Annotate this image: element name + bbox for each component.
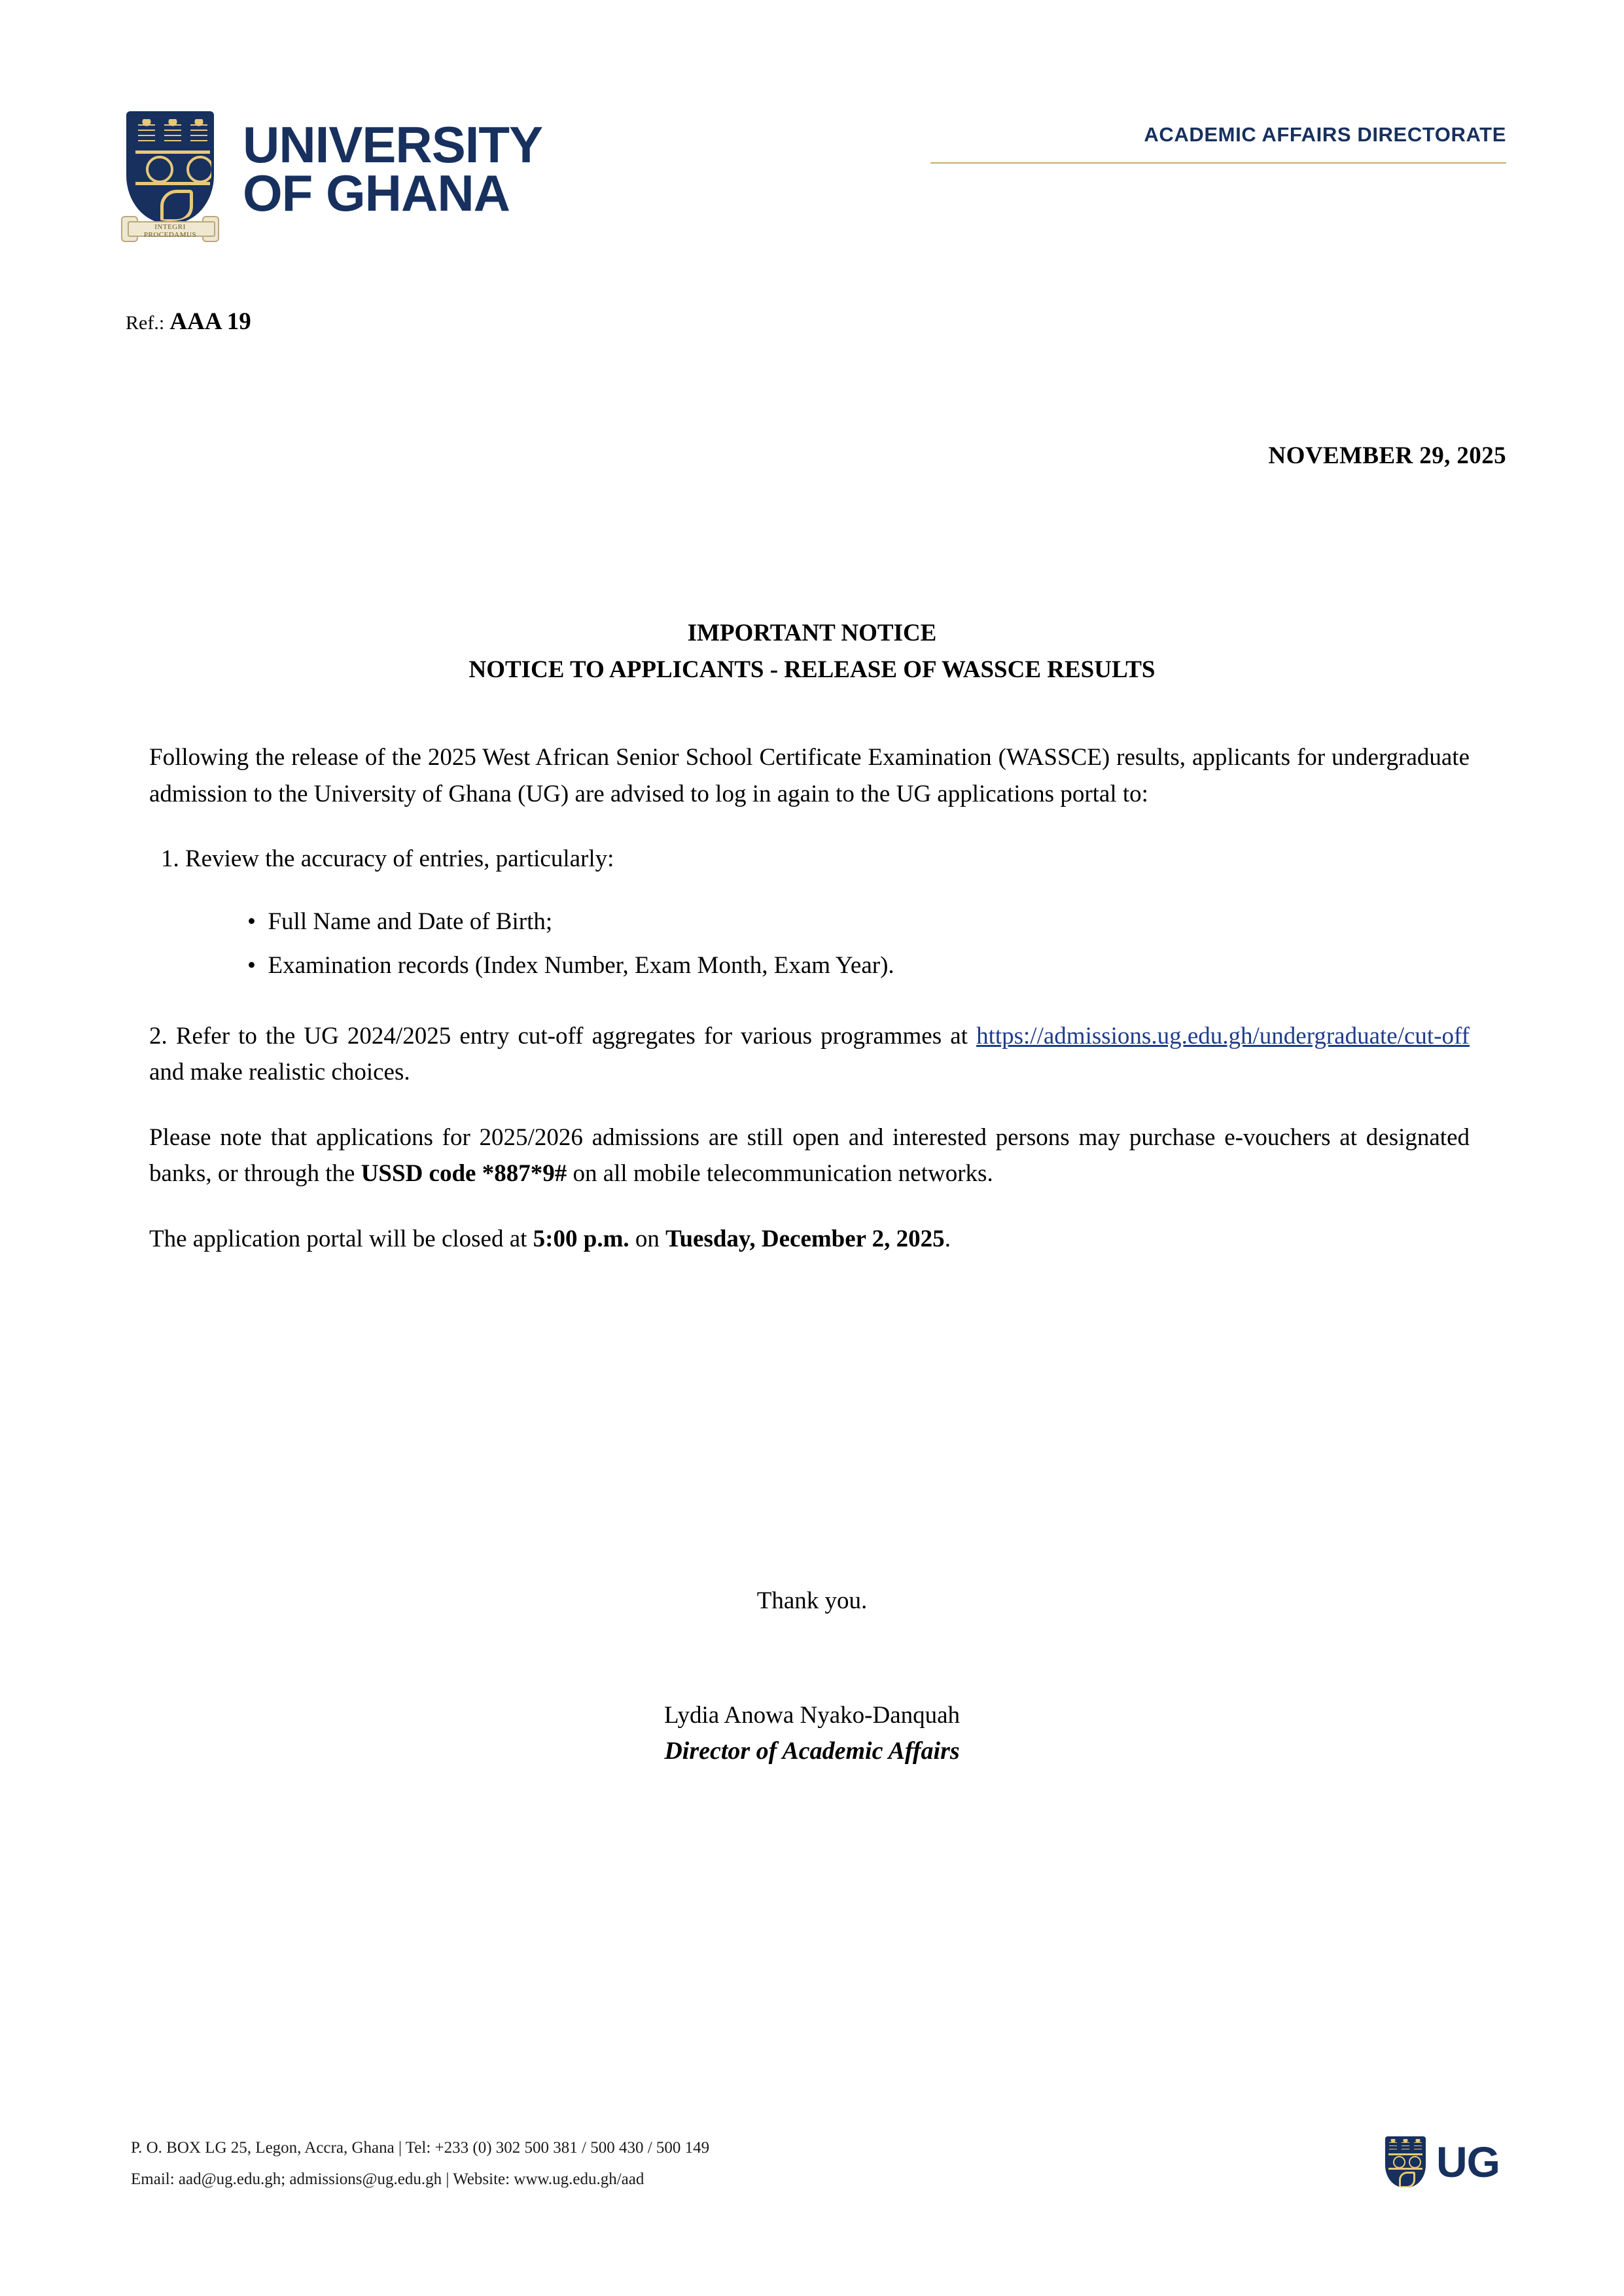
wheat-sheaf-icon [164,119,181,147]
page-title: IMPORTANT NOTICE [687,620,937,646]
gye-nyame-icon [1399,2172,1415,2187]
signature-block [0,1698,1624,1769]
closing-text-3: . [944,1225,951,1252]
wheat-sheaf-icon [1414,2139,1422,2151]
crest-divider [135,150,210,154]
wheat-sheaf-icon [190,119,207,147]
crest-motto-scroll [121,215,219,241]
reference-value: AAA 19 [169,308,251,335]
cutoff-aggregates-link[interactable]: https://admissions.ug.edu.gh/undergraduate/cut-off [976,1022,1470,1050]
adinkra-symbol-icon [1393,2156,1405,2168]
footer-logo-text: UG [1436,2138,1500,2186]
closing-paragraph [149,1221,1470,1258]
document-title-block [0,615,1624,688]
note-text-2: on all mobile telecommunication networks. [567,1160,993,1187]
department-title: ACADEMIC AFFAIRS DIRECTORATE [1144,123,1506,146]
crest-shield [126,111,214,224]
note-text-1: Please note that applications for 2025/2026 admissions are still open and interested persons may purchase e-vouchers at designated banks, or through the [149,1123,1470,1187]
bullet-list [149,904,1470,984]
item2-text-before: 2. Refer to the UG 2024/2025 entry cut-off aggregates for various programmes at [149,1022,977,1050]
document-body [149,739,1470,1286]
footer-logo [1385,2136,1500,2187]
closing-text-2: on [629,1225,666,1252]
university-wordmark [243,116,543,222]
crest-divider [1388,2153,1422,2155]
crest-motto-text: INTEGRI PROCEDAMUS [143,223,197,239]
intro-paragraph: Following the release of the 2025 West African Senior School Certificate Examination (WASSCE) results, applicants for undergraduate admission to the University of Ghana (UG) are advised to log in again to the UG applications portal to: [149,744,1470,807]
page-subtitle: NOTICE TO APPLICANTS - RELEASE OF WASSCE RESULTS [468,656,1156,683]
list-item: • Full Name and Date of Birth; [247,904,1470,940]
document-header [0,0,1624,308]
header-divider [930,162,1506,164]
closing-date: Tuesday, December 2, 2025 [665,1225,945,1252]
signatory-role: Director of Academic Affairs [664,1737,960,1765]
note-paragraph [149,1120,1470,1192]
wheat-sheaf-icon [138,119,155,147]
thank-you-line: Thank you. [756,1587,868,1614]
reference-line [126,308,251,336]
wheat-sheaf-icon [1389,2139,1397,2151]
closing-text-1: The application portal will be closed at [149,1225,533,1252]
closing-time: 5:00 p.m. [533,1225,629,1252]
adinkra-symbol-icon [186,156,214,183]
university-crest-icon-small [1385,2136,1426,2187]
crest-divider [1388,2168,1422,2170]
list-item: • Examination records (Index Number, Exam Month, Exam Year). [247,947,1470,984]
wordmark-line-1: UNIVERSITY [243,116,543,173]
reference-label: Ref.: [126,312,165,334]
wheat-sheaf-icon [1402,2139,1409,2151]
numbered-item-1: 1. Review the accuracy of entries, particularly: [161,845,614,872]
document-footer [0,2132,1624,2237]
document-date: NOVEMBER 29, 2025 [1268,442,1506,469]
footer-email-line: Email: aad@ug.edu.gh; admissions@ug.edu.gh | Website: www.ug.edu.gh/aad [131,2170,644,2188]
ussd-code: USSD code *887*9# [361,1160,567,1187]
wordmark-line-2: OF GHANA [243,164,510,222]
item2-text-after: and make realistic choices. [149,1059,410,1086]
signatory-name: Lydia Anowa Nyako-Danquah [663,1702,961,1729]
university-logo [121,111,542,242]
crest-divider [135,182,210,185]
university-crest-icon [121,111,219,242]
footer-address-line: P. O. BOX LG 25, Legon, Accra, Ghana | Tel: +233 (0) 302 500 381 / 500 430 / 500 149 [131,2139,710,2157]
adinkra-symbol-icon [1409,2156,1421,2168]
numbered-item-2 [149,1018,1470,1091]
footer-contact [131,2132,709,2195]
adinkra-symbol-icon [146,156,173,183]
